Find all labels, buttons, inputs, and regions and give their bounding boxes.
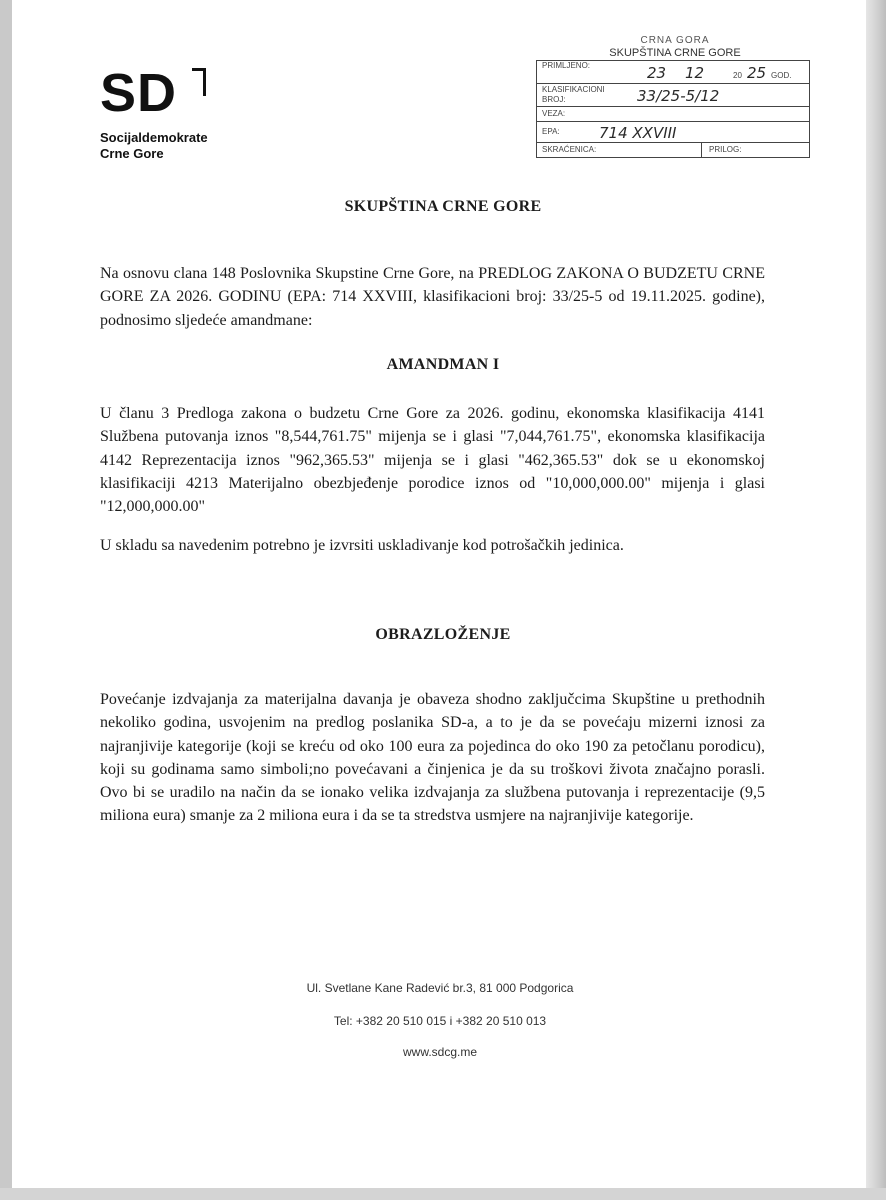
stamp-epa-label: EPA: bbox=[542, 127, 560, 136]
stamp-link-label: VEZA: bbox=[542, 109, 566, 118]
stamp-divider bbox=[701, 143, 702, 157]
stamp-received-month: 12 bbox=[685, 64, 705, 82]
document-title: SKUPŠTINA CRNE GORE bbox=[344, 198, 542, 215]
amendment-title: AMANDMAN I bbox=[386, 356, 500, 373]
stamp-attachment-label: PRILOG: bbox=[709, 145, 742, 154]
stamp-received-suffix: GOD. bbox=[771, 71, 792, 80]
logo-subtitle: Crne Gore bbox=[100, 146, 164, 161]
logo-name: Socijaldemokrate bbox=[100, 130, 208, 145]
logo-mark bbox=[100, 63, 210, 126]
stamp-row-class bbox=[537, 84, 809, 107]
stamp-epa-value: 714 XXVIII bbox=[599, 124, 677, 142]
registry-stamp bbox=[530, 36, 820, 158]
stamp-received-year: 25 bbox=[747, 64, 767, 82]
stamp-header: CRNA GORA bbox=[640, 35, 710, 46]
justification-paragraph: Povećanje izdvajanja za materijalna davanja je obaveza shodno zaključcima Skupštine u prethodnih nekoliko godina, usvojenim na predlog poslanika SD-a, a to je da se povećaju mizerni iznosi za najranjivije kategorije (koji se kreću od oko 100 eura za pojedinca do oko 190 za petočlanu porodicu), koji su godinama samo simboli;no povećavani a činjenica je da su troškovi života značajno porasli. Ovo bi se uradilo na način da se ionako velika izdvajanja za službena putovanja i reprezentacije (9,5 miliona eura) smanje za 2 miliona eura i da se ta stredstva usmjere na najranjivije kategorije. bbox=[100, 691, 765, 825]
logo-letters: SD bbox=[100, 63, 178, 123]
stamp-class-label-1: KLASIFIKACIONI bbox=[542, 85, 605, 94]
stamp-row-received bbox=[537, 61, 809, 84]
stamp-table bbox=[536, 60, 810, 158]
footer-address: Ul. Svetlane Kane Radević br.3, 81 000 Podgorica bbox=[306, 981, 574, 995]
scan-edge-bottom bbox=[0, 1188, 886, 1200]
footer-website: www.sdcg.me bbox=[402, 1045, 478, 1059]
stamp-title: SKUPŠTINA CRNE GORE bbox=[609, 47, 741, 59]
intro-paragraph: Na osnovu clana 148 Poslovnika Skupstine Crne Gore, na PREDLOG ZAKONA O BUDZETU CRNE GORE ZA 2026. GODINU (EPA: 714 XXVIII, klasifikacioni broj: 33/25-5 od 19.11.2025. godine), podnosimo sljedeće amandmane: bbox=[100, 265, 765, 329]
stamp-year-prefix: 20 bbox=[733, 71, 742, 80]
stamp-abbrev-label: SKRAĆENICA: bbox=[542, 145, 597, 154]
stamp-row-link bbox=[537, 107, 809, 122]
stamp-class-label-2: BROJ: bbox=[542, 95, 566, 104]
amendment-paragraph: U članu 3 Predloga zakona o budzetu Crne Gore za 2026. godinu, ekonomska klasifikacija 4141 Službena putovanja iznos "8,544,761.75" mijenja se i glasi "7,044,761.75", ekonomska klasifikacija 4142 Reprezentacija iznos "962,365.53" mijenja se i glasi "462,365.53" dok se u ekonomskoj klasifikaciji 4213 Materijalno obezbjeđenje porodice iznos od "10,000,000.00" mijenja i glasi "12,000,000.00" bbox=[100, 405, 765, 516]
stamp-received-day: 23 bbox=[647, 64, 667, 82]
stamp-class-value: 33/25-5/12 bbox=[637, 87, 720, 105]
stamp-row-epa bbox=[537, 122, 809, 143]
footer-phone: Tel: +382 20 510 015 i +382 20 510 013 bbox=[333, 1014, 547, 1028]
stamp-row-abbrev bbox=[537, 143, 809, 157]
stamp-received-label: PRIMLJENO: bbox=[542, 61, 591, 70]
logo-accent-icon bbox=[192, 68, 206, 96]
alignment-paragraph: U skladu sa navedenim potrebno je izvrsiti uskladivanje kod potrošačkih jedinica. bbox=[100, 537, 624, 554]
party-logo bbox=[100, 63, 210, 161]
justification-title: OBRAZLOŽENJE bbox=[375, 626, 511, 643]
